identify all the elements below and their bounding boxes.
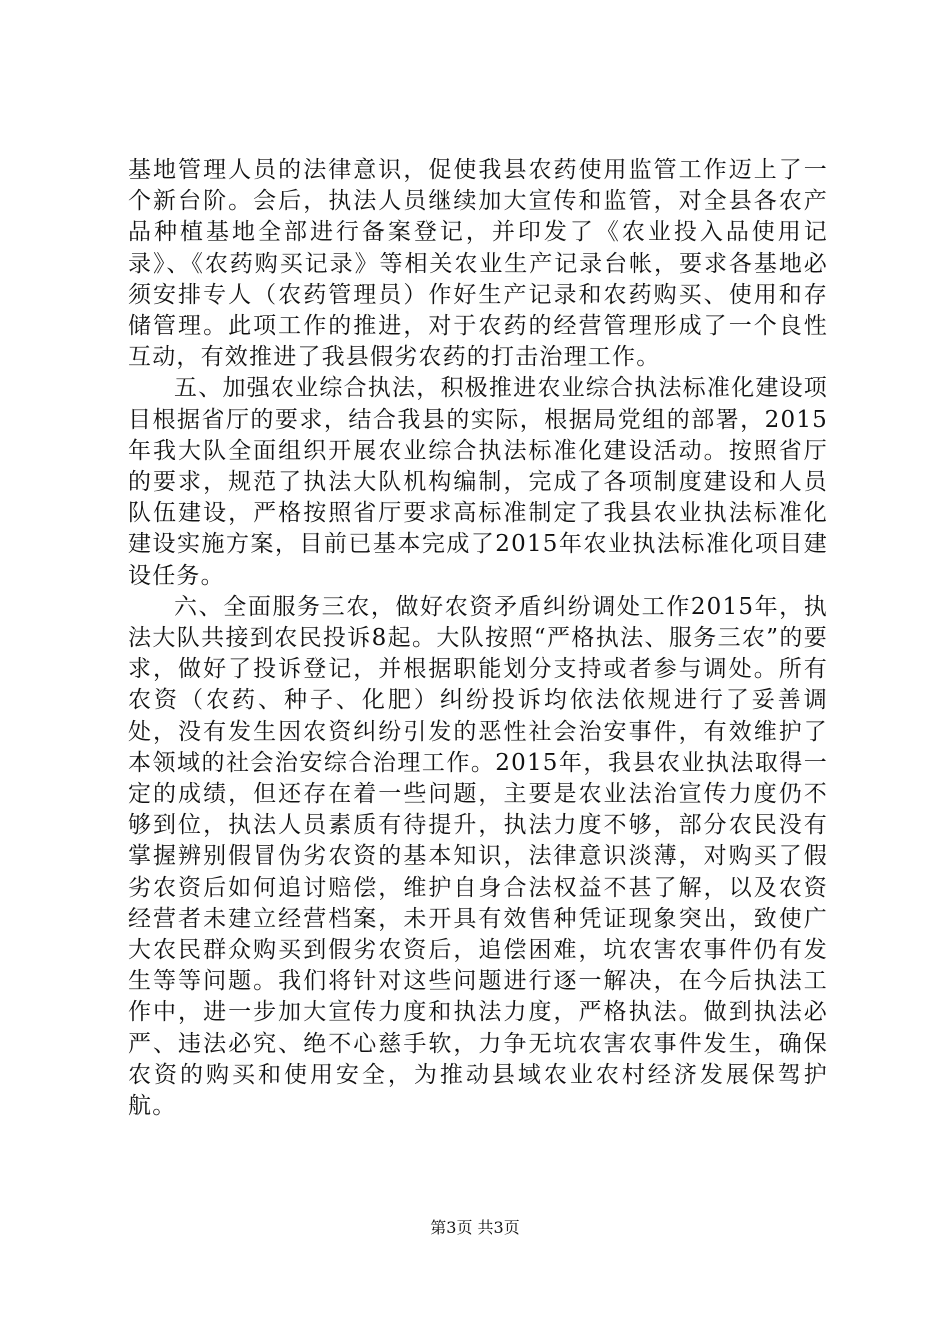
page-number-footer: 第3页 共3页 <box>430 1218 520 1237</box>
document-body <box>128 155 828 1122</box>
paragraph-section-six: 六、全面服务三农，做好农资矛盾纠纷调处工作2015年，执法大队共接到农民投诉8起。大队按照“严格执法、服务三农”的要求，做好了投诉登记，并根据职能划分支持或者参与调处。所有农资（农药、种子、化肥）纠纷投诉均依法依规进行了妥善调处，没有发生因农资纠纷引发的恶性社会治安事件，有效维护了本领域的社会治安综合治理工作。2015年，我县农业执法取得一定的成绩，但还存在着一些问题，主要是农业法治宣传力度仍不够到位，执法人员素质有待提升，执法力度不够，部分农民没有掌握辨别假冒伪劣农资的基本知识，法律意识淡薄，对购买了假劣农资后如何追讨赔偿，维护自身合法权益不甚了解，以及农资经营者未建立经营档案，未开具有效售种凭证现象突出，致使广大农民群众购买到假劣农资后，追偿困难，坑农害农事件仍有发生等等问题。我们将针对这些问题进行逐一解决，在今后执法工作中，进一步加大宣传力度和执法力度，严格执法。做到执法必严、违法必究、绝不心慈手软，力争无坑农害农事件发生，确保农资的购买和使用安全，为推动县域农业农村经济发展保驾护航。 <box>128 593 828 1120</box>
paragraph-continuation: 基地管理人员的法律意识，促使我县农药使用监管工作迈上了一个新台阶。会后，执法人员继续加大宣传和监管，对全县各农产品种植基地全部进行备案登记，并印发了《农业投入品使用记录》、《农药购买记录》等相关农业生产记录台帐，要求各基地必须安排专人（农药管理员）作好生产记录和农药购买、使用和存储管理。此项工作的推进，对于农药的经营管理形成了一个良性互动，有效推进了我县假劣农药的打击治理工作。 <box>128 157 828 371</box>
paragraph-section-five: 五、加强农业综合执法，积极推进农业综合执法标准化建设项目根据省厅的要求，结合我县的实际，根据局党组的部署，2015年我大队全面组织开展农业综合执法标准化建设活动。按照省厅的要求，规范了执法大队机构编制，完成了各项制度建设和人员队伍建设，严格按照省厅要求高标准制定了我县农业执法标准化建设实施方案，目前已基本完成了2015年农业执法标准化项目建设任务。 <box>128 375 828 589</box>
